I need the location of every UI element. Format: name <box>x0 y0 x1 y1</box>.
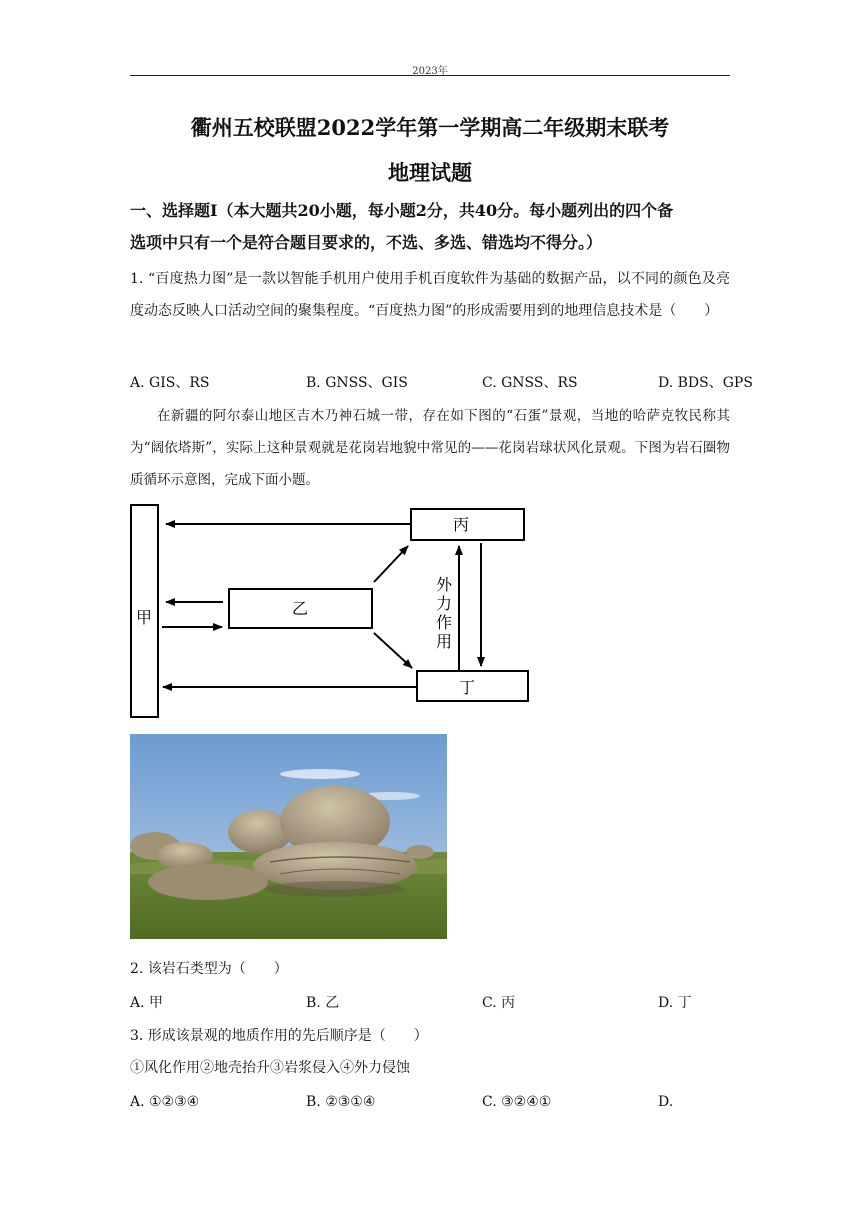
q1-option-a: A. GIS、RS <box>130 375 210 391</box>
section-heading-line2: 选项中只有一个是符合题目要求的，不选、多选、错选均不得分。） <box>130 233 603 252</box>
question-1-stem: 1. “百度热力图”是一款以智能手机用户使用手机百度软件为基础的数据产品，以不同的颜色及亮度动态反映人口活动空间的聚集程度。“百度热力图”的形成需要用到的地理信息技术是（ ） <box>130 271 730 319</box>
label-bing: 丙 <box>452 515 470 534</box>
arrow-yi-to-ding <box>374 633 412 668</box>
label-external-2: 力 <box>435 594 453 613</box>
q3-option-d: D. <box>658 1094 674 1110</box>
q1-option-d: D. BDS、GPS <box>658 375 753 391</box>
page-header-year: 2023年 <box>412 66 448 77</box>
exam-title: 衢州五校联盟2022学年第一学期高二年级期末联考 <box>190 115 670 140</box>
q1-option-c: C. GNSS、RS <box>482 375 578 391</box>
question-2-stem: 2. 该岩石类型为（ ） <box>130 961 288 977</box>
q2-option-d: D. 丁 <box>658 995 692 1011</box>
question-3-stem: 3. 形成该景观的地质作用的先后顺序是（ ） <box>130 1028 428 1044</box>
granite-boulder-photo <box>130 734 447 939</box>
exam-subtitle: 地理试题 <box>388 160 472 185</box>
header-rule <box>130 75 730 76</box>
rock-cycle-diagram <box>128 500 538 722</box>
section-heading <box>130 195 730 259</box>
q1-option-b: B. GNSS、GIS <box>306 375 408 391</box>
q2-option-b: B. 乙 <box>306 995 340 1011</box>
label-external-4: 用 <box>435 632 453 651</box>
question-3-sequence: ①风化作用②地壳抬升③岩浆侵入④外力侵蚀 <box>130 1060 410 1076</box>
section-heading-line1: 一、选择题Ⅰ（本大题共20小题，每小题2分，共40分。每小题列出的四个备 <box>130 201 674 220</box>
label-jia: 甲 <box>135 608 153 627</box>
label-external-3: 作 <box>435 613 453 632</box>
reading-passage: 在新疆的阿尔泰山地区吉木乃神石城一带，存在如下图的“石蛋”景观，当地的哈萨克牧民称其为“阔依塔斯”，实际上这种景观就是花岗岩地貌中常见的——花岗岩球状风化景观。下图为岩石圈物质循环示意图，完成下面小题。 <box>130 408 730 488</box>
q2-option-a: A. 甲 <box>130 995 164 1011</box>
label-yi: 乙 <box>291 599 309 618</box>
q3-option-c: C. ③②④① <box>482 1094 552 1110</box>
q3-option-b: B. ②③①④ <box>306 1094 376 1110</box>
label-external-1: 外 <box>435 575 453 594</box>
q3-option-a: A. ①②③④ <box>130 1094 200 1110</box>
q2-option-c: C. 丙 <box>482 995 516 1011</box>
arrow-yi-to-bing <box>374 546 408 582</box>
label-ding: 丁 <box>458 678 476 697</box>
